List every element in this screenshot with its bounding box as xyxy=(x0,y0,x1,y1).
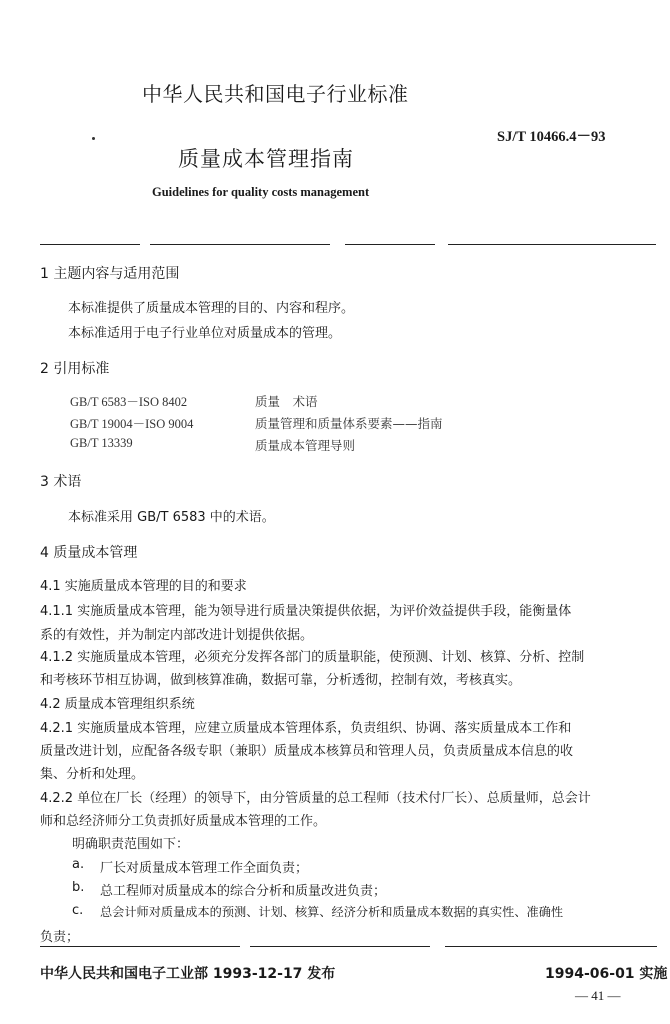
subsection-heading: 4.2 质量成本管理组织系统 xyxy=(40,697,195,712)
section-heading: 4 质量成本管理 xyxy=(40,545,138,561)
footer-divider xyxy=(40,946,240,947)
list-item-text: 厂长对质量成本管理工作全面负责； xyxy=(100,861,309,876)
document-title: 质量成本管理指南 xyxy=(178,147,354,171)
reference-code: GB/T 19004－ISO 9004 xyxy=(70,417,194,431)
effective-date: 1994-06-01 实施 xyxy=(545,966,668,982)
paragraph: 负责； xyxy=(40,930,80,945)
header-divider xyxy=(448,244,656,245)
header-divider xyxy=(345,244,435,245)
reference-code: GB/T 6583－ISO 8402 xyxy=(70,395,188,409)
section-heading: 1 主题内容与适用范围 xyxy=(40,266,180,282)
document-title-en: Guidelines for quality costs management xyxy=(152,185,370,199)
section-heading: 3 术语 xyxy=(40,474,82,490)
paragraph: 4.2.1 实施质量成本管理，应建立质量成本管理体系，负责组织、协调、落实质量成本工作和 xyxy=(40,721,572,736)
list-item-text: 总会计师对质量成本的预测、计划、核算、经济分析和质量成本数据的真实性、准确性 xyxy=(100,905,564,919)
paragraph: 质量改进计划，应配备各级专职（兼职）质量成本核算员和管理人员，负责质量成本信息的收 xyxy=(40,744,574,759)
paragraph: 4.1.2 实施质量成本管理，必须充分发挥各部门的质量职能，使预测、计划、核算、分析、控制 xyxy=(40,650,585,665)
page-number: — 41 — xyxy=(575,988,621,1003)
reference-name: 质量管理和质量体系要素——指南 xyxy=(255,416,443,431)
paragraph: 本标准采用 GB/T 6583 中的术语。 xyxy=(68,510,275,525)
paragraph: 本标准适用于电子行业单位对质量成本的管理。 xyxy=(68,326,342,341)
paragraph: 集、分析和处理。 xyxy=(40,767,145,782)
issuer-line: 中华人民共和国电子工业部 1993-12-17 发布 xyxy=(40,966,336,982)
speck xyxy=(92,137,95,140)
paragraph: 4.2.2 单位在厂长（经理）的领导下，由分管质量的总工程师（技术付厂长）、总质量师，总会计 xyxy=(40,791,591,806)
header-divider xyxy=(150,244,330,245)
reference-name: 质量 术语 xyxy=(255,394,318,409)
list-item-marker: c. xyxy=(72,903,84,918)
header-divider xyxy=(40,244,140,245)
list-item-marker: b. xyxy=(72,880,85,895)
footer-divider xyxy=(445,946,657,947)
paragraph: 明确职责范围如下： xyxy=(72,837,190,852)
paragraph: 4.1.1 实施质量成本管理，能为领导进行质量决策提供依据，为评价效益提供手段，能衡量体 xyxy=(40,604,572,619)
footer-divider xyxy=(250,946,430,947)
subsection-heading: 4.1 实施质量成本管理的目的和要求 xyxy=(40,579,247,594)
paragraph: 和考核环节相互协调，做到核算准确，数据可靠，分析透彻，控制有效，考核真实。 xyxy=(40,673,522,688)
standard-code: SJ/T 10466.4－93 xyxy=(497,129,606,145)
paragraph: 师和总经济师分工负责抓好质量成本管理的工作。 xyxy=(40,814,327,829)
section-heading: 2 引用标准 xyxy=(40,361,110,377)
standard-category: 中华人民共和国电子行业标准 xyxy=(142,82,409,106)
paragraph: 本标准提供了质量成本管理的目的、内容和程序。 xyxy=(68,301,355,316)
reference-code: GB/T 13339 xyxy=(70,436,133,450)
list-item-marker: a. xyxy=(72,857,85,872)
reference-name: 质量成本管理导则 xyxy=(255,438,356,453)
paragraph: 系的有效性，并为制定内部改进计划提供依据。 xyxy=(40,628,314,643)
list-item-text: 总工程师对质量成本的综合分析和质量改进负责； xyxy=(100,884,387,899)
